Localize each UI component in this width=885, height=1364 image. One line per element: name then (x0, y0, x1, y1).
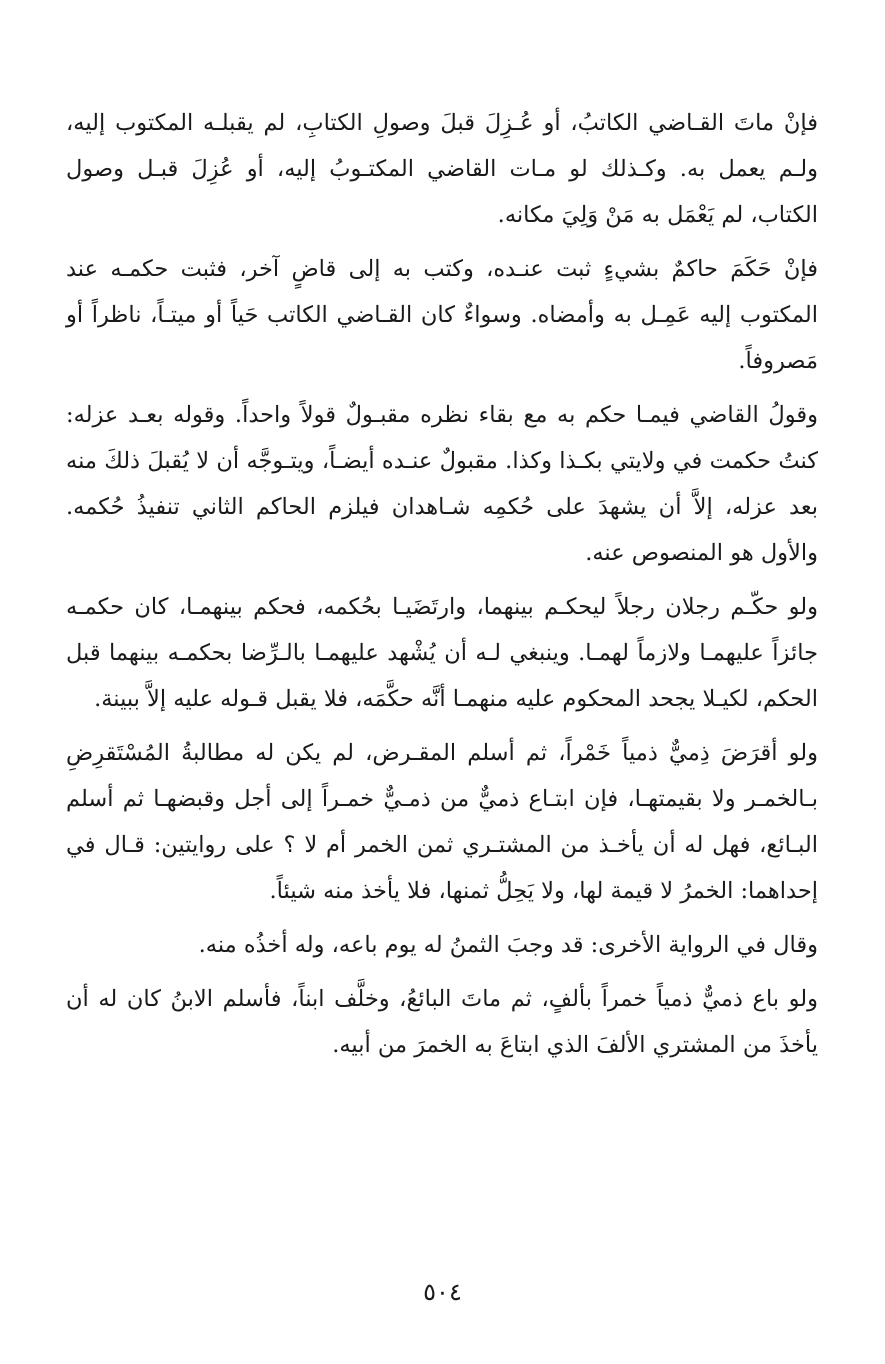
paragraph-4: ولو حكّـم رجلان رجلاً ليحكـم بينهما، وارتَضَيـا بحُكمه، فحكم بينهمـا، كان حكمـه جائزاً عليهمـا ولازماً لهمـا. وينبغي لـه أن يُشْهد عليهمـا بالـرِّضا بحكمـه بينهما قبل الحكم، لكيـلا يجحد المحكوم عليه منهمـا أنَّه حكَّمَه، فلا يقبل قـوله عليه إلاَّ ببينة. (66, 594, 818, 712)
paragraph-1: فإنْ ماتَ القـاضي الكاتبُ، أو عُـزِلَ قبلَ وصولِ الكتابِ، لم يقبلـه المكتوب إليه، ولـم يعمل به. وكـذلك لو مـات القاضي المكتـوبُ إليه، أو عُزِلَ قبـل وصول الكتاب، لم يَعْمَل به مَنْ وَلِيَ مكانه. (66, 110, 818, 228)
paragraph-5: ولو أقرَضَ ذِميٌّ ذمياً خَمْراً، ثم أسلم المقـرض، لم يكن له مطالبةُ المُسْتَقرِضِ بـالخمـر ولا بقيمتهـا، فإن ابتـاع ذميٌّ من ذمـيٌّ خمـراً إلى أجل وقبضهـا ثم أسلم البـائع، فهل له أن يأخـذ من المشتـري ثمن الخمر أم لا ؟ على روايتين: قـال في إحداهما: الخمرُ لا قيمة لها، ولا يَحِلُّ ثمنها، فلا يأخذ منه شيئاً. (66, 740, 818, 904)
body-text (66, 100, 818, 1076)
paragraph-6: وقال في الرواية الأخرى: قد وجبَ الثمنُ له يوم باعه، وله أخذُه منه. (198, 932, 818, 958)
paragraph-3: وقولُ القاضي فيمـا حكم به مع بقاء نظره مقبـولٌ قولاً واحداً. وقوله بعـد عزله: كنتُ حكمت في ولايتي بكـذا وكذا. مقبولٌ عنـده أيضـاً، ويتـوجَّه أن لا يُقبلَ ذلكَ منه بعد عزله، إلاَّ أن يشهدَ على حُكمِه شـاهدان فيلزم الحاكم الثاني تنفيذُ حُكمه. والأول هو المنصوص عنه. (66, 402, 818, 566)
paragraph-2: فإنْ حَكَمَ حاكمٌ بشيءٍ ثبت عنـده، وكتب به إلى قاضٍ آخر، فثبت حكمـه عند المكتوب إليه عَمِـل به وأمضاه. وسواءٌ كان القـاضي الكاتب حَياً أو ميتـاً، ناظراً أو مَصروفاً. (66, 256, 818, 374)
paragraph-7: ولو باع ذميٌّ ذمياً خمراً بألفٍ، ثم ماتَ البائعُ، وخلَّف ابناً، فأسلم الابنُ كان له أن يأخذَ من المشتري الألفَ الذي ابتاعَ به الخمرَ من أبيه. (66, 986, 818, 1058)
page-number: ٥٠٤ (423, 1278, 462, 1306)
